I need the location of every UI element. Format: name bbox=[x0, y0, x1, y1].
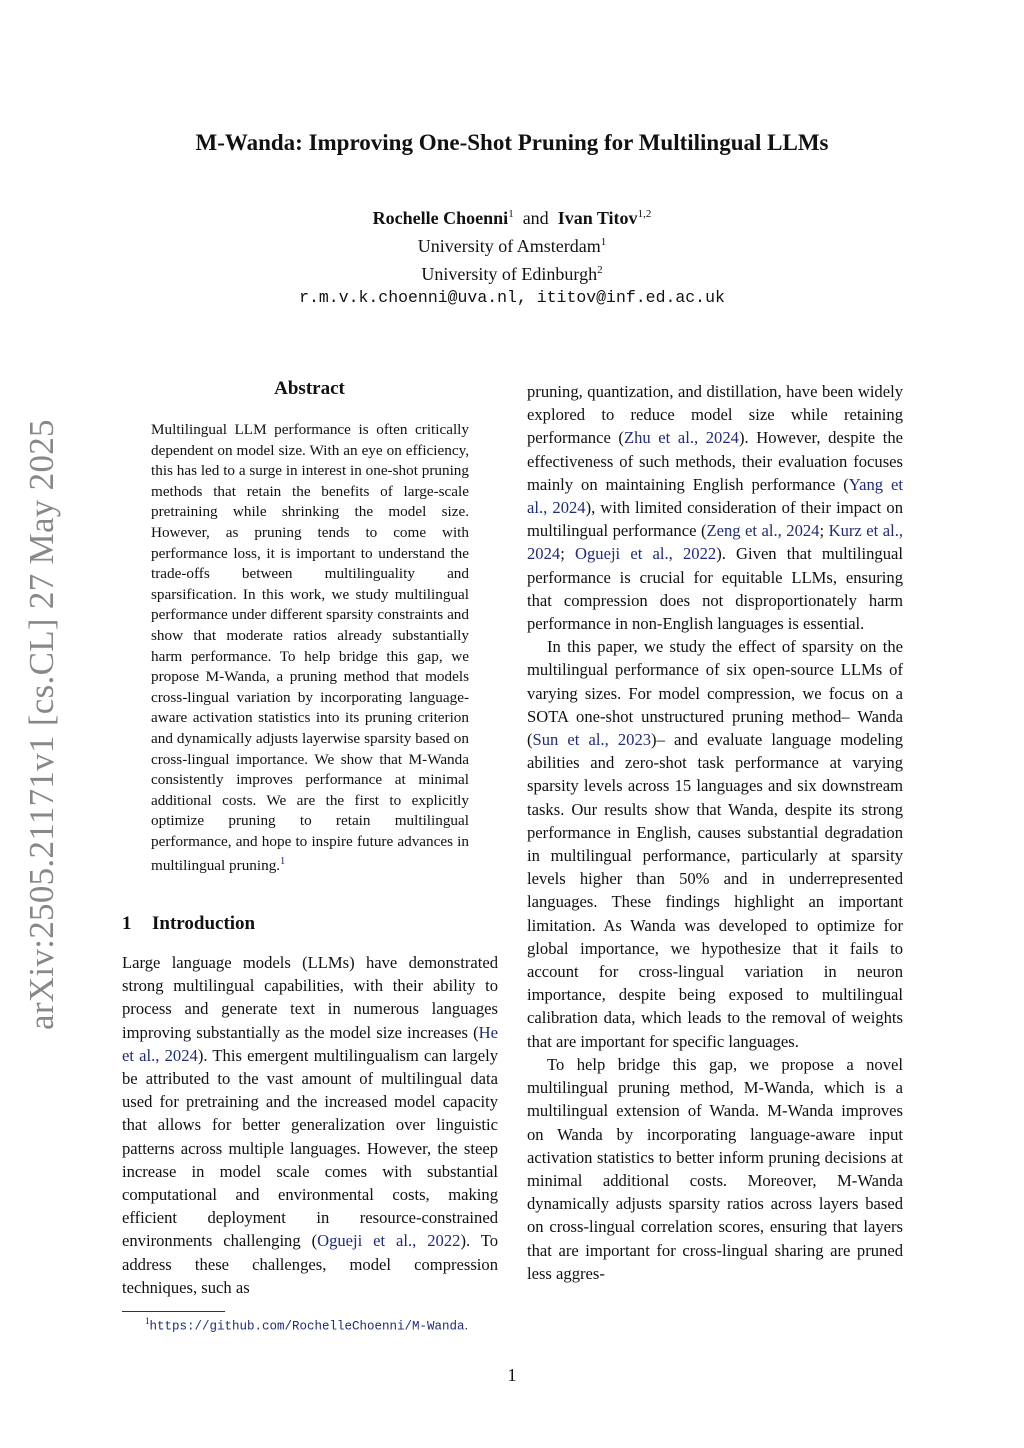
citation-link[interactable]: Ogueji et al., 2022 bbox=[317, 1231, 461, 1251]
footnote-url-link[interactable]: https://github.com/RochelleChoenni/M-Wanda bbox=[149, 1319, 465, 1334]
section-heading: 1 Introduction bbox=[122, 913, 256, 934]
affiliation-2: University of Edinburgh$^2$ bbox=[421, 264, 603, 284]
citation-link[interactable]: Sun et al., 2023 bbox=[532, 730, 652, 750]
citation-link[interactable]: Yang et al., 2024 bbox=[527, 474, 903, 518]
citation-link[interactable]: Zeng et al., 2024 bbox=[706, 521, 820, 541]
author-1: Rochelle Choenni bbox=[372, 208, 509, 228]
affiliation-1: University of Amsterdam$^1$ bbox=[417, 236, 607, 256]
page-number: 1 bbox=[507, 1365, 517, 1385]
paper-title: M-Wanda: Improving One-Shot Pruning for Multilingual LLMs bbox=[195, 130, 829, 155]
intro-paragraph-2: pruning, quantization, and distillation, have been widely explored to reduce model size while retaining performance (Zhu et al., 2024). However, despite the effectiveness of such methods, their evaluation focuses mainly on maintaining English performance (Yang et al., 2024), with limited consideration of their impact on multilingual performance (Zeng et al., 2024; Kurz et al., 2024; Ogueji et al., 2022). Given that multilingual performance is crucial for equitable LLMs, ensuring that compression does not disproportionately harm performance in non-English languages is essential. bbox=[527, 382, 904, 634]
citation-link[interactable]: Zhu et al., 2024 bbox=[623, 428, 739, 448]
intro-paragraph-4: To help bridge this gap, we propose a novel multilingual pruning method, M-Wanda, which is a multilingual extension of Wanda. M-Wanda improves on Wanda by incorporating language-aware input activation statistics to better inform pruning decisions at minimal additional costs. Moreover, M-Wanda dynamically adjusts sparsity ratios across layers based on cross-lingual correlation scores, ensuring that layers that are important for cross-lingual sharing are pruned less aggres- bbox=[527, 1054, 903, 1283]
arxiv-identifier: arXiv:2505.21171v1 [cs.CL] 27 May 2025 bbox=[22, 419, 61, 1030]
left-column-text bbox=[122, 951, 498, 1299]
citation-link[interactable]: Ogueji et al., 2022 bbox=[575, 544, 717, 564]
author-names: Rochelle Choenni$^1$ and Ivan Titov$^{1,2}$ bbox=[372, 208, 652, 228]
intro-paragraph-3: In this paper, we study the effect of sparsity on the multilingual performance of six open-source LLMs of varying sizes. For model compression, we focus on a SOTA one-shot unstructured pruning method– Wanda (Sun et al., 2023)– and evaluate language modeling abilities and zero-shot task performance at varying sparsity levels across 15 languages and six downstream tasks. Our results show that Wanda, despite its strong performance in English, causes substantial degradation in multilingual performance, particularly at sparsity levels higher than 50% and in underrepresented languages. These findings highlight an important limitation. As Wanda was developed to optimize for global importance, we hypothesize that it fails to account for cross-lingual variation in neuron importance, despite being exposed to multilingual calibration data, which leads to the removal of weights that are important for specific languages. bbox=[527, 637, 904, 1051]
footnote-marker[interactable]: 1 bbox=[280, 856, 286, 868]
footnote-divider bbox=[122, 1311, 225, 1312]
intro-paragraph-1: Large language models (LLMs) have demonstrated strong multilingual capabilities, with their ability to process and generate text in numerous languages improving substantially as the model size increases (He et al., 2024). This emergent multilingualism can largely be attributed to the vast amount of multilingual data used for pretraining and the increased model capacity that allows for better generalization over linguistic patterns across multiple languages. However, the steep increase in model scale comes with substantial computational and environmental costs, making efficient deployment in resource-constrained environments challenging (Ogueji et al., 2022). To address these challenges, model compression techniques, such as bbox=[122, 953, 498, 1297]
abstract-body: Multilingual LLM performance is often critically dependent on model size. With an eye on efficiency, this has led to a surge in interest in one-shot pruning methods that retain the benefits of large-scale pretraining while shrinking the model size. However, as pruning tends to come with performance loss, it is important to understand the trade-offs between multilinguality and sparsification. In this work, we study multilingual performance under different sparsity constraints and show that moderate ratios already substantially harm performance. To help bridge this gap, we propose M-Wanda, a pruning method that models cross-lingual variation by incorporating language-aware activation statistics into its pruning criterion and dynamically adjusts layerwise sparsity based on cross-lingual importance. We show that M-Wanda consistently improves performance at minimal additional costs. We are the first to explicitly optimize pruning to retain multilingual performance, and hope to inspire future advances in multilingual pruning.$^1$ bbox=[151, 421, 469, 875]
right-column-text bbox=[527, 380, 903, 1285]
author-2: Ivan Titov bbox=[557, 208, 638, 228]
footnote: $^1$https://github.com/RochelleChoenni/M-Wanda. bbox=[145, 1316, 468, 1334]
citation-link[interactable]: Kurz et al., 2024 bbox=[527, 521, 903, 564]
citation-link[interactable]: He et al., 2024 bbox=[122, 1022, 498, 1065]
author-block bbox=[0, 202, 1024, 310]
author-emails: r.m.v.k.choenni@uva.nl, ititov@inf.ed.ac.uk bbox=[299, 288, 725, 307]
abstract-heading: Abstract bbox=[274, 378, 345, 399]
